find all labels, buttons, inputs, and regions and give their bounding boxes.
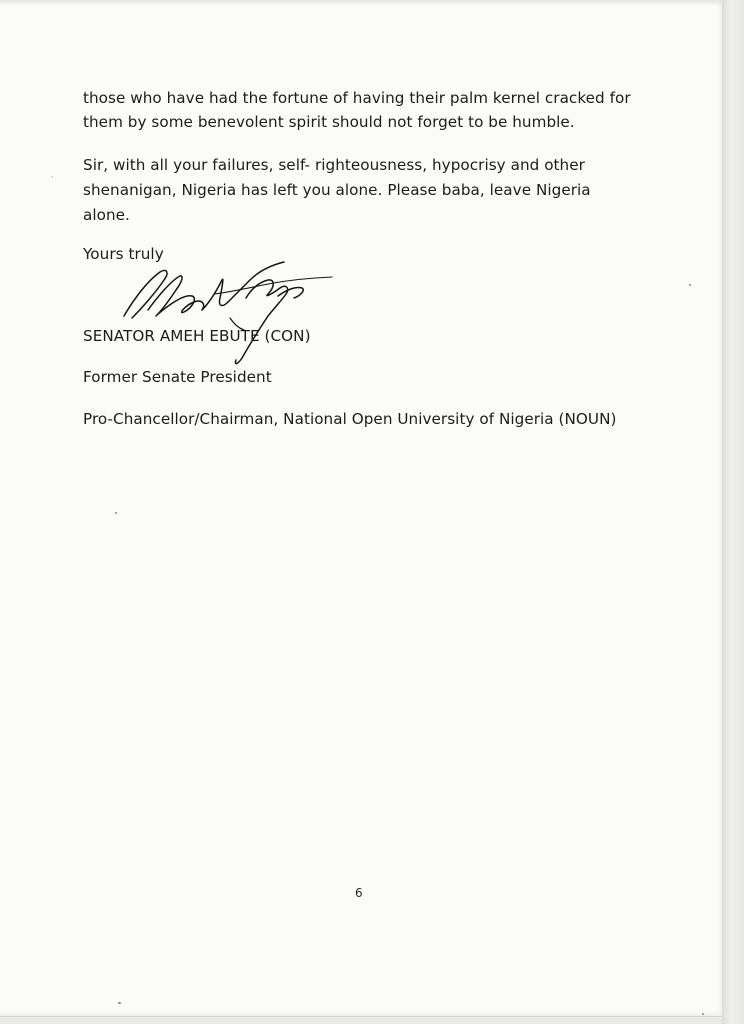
paragraph-1-line-2: them by some benevolent spirit should not forget to be humble. bbox=[83, 113, 575, 131]
scan-top-shadow bbox=[0, 0, 722, 6]
scan-speck bbox=[702, 1013, 704, 1015]
handwritten-signature bbox=[118, 258, 338, 370]
scan-speck bbox=[115, 512, 117, 514]
paragraph-2-line-1: Sir, with all your failures, self- righteousness, hypocrisy and other bbox=[83, 156, 585, 174]
signatory-title-pro-chancellor: Pro-Chancellor/Chairman, National Open University of Nigeria (NOUN) bbox=[83, 410, 617, 428]
signatory-title-former-senate-president: Former Senate President bbox=[83, 368, 272, 386]
paragraph-2-line-3: alone. bbox=[83, 206, 130, 224]
page-number: 6 bbox=[355, 886, 363, 900]
scan-speck bbox=[118, 1002, 121, 1004]
closing-salutation: Yours truly bbox=[83, 245, 164, 263]
scanner-bed-edge bbox=[722, 0, 744, 1024]
signatory-name: SENATOR AMEH EBUTE (CON) bbox=[83, 327, 311, 345]
scan-speck bbox=[689, 284, 691, 286]
paragraph-1-line-1: those who have had the fortune of having their palm kernel cracked for bbox=[83, 89, 631, 107]
scan-speck bbox=[52, 176, 53, 177]
paragraph-2-line-2: shenanigan, Nigeria has left you alone. Please baba, leave Nigeria bbox=[83, 181, 591, 199]
